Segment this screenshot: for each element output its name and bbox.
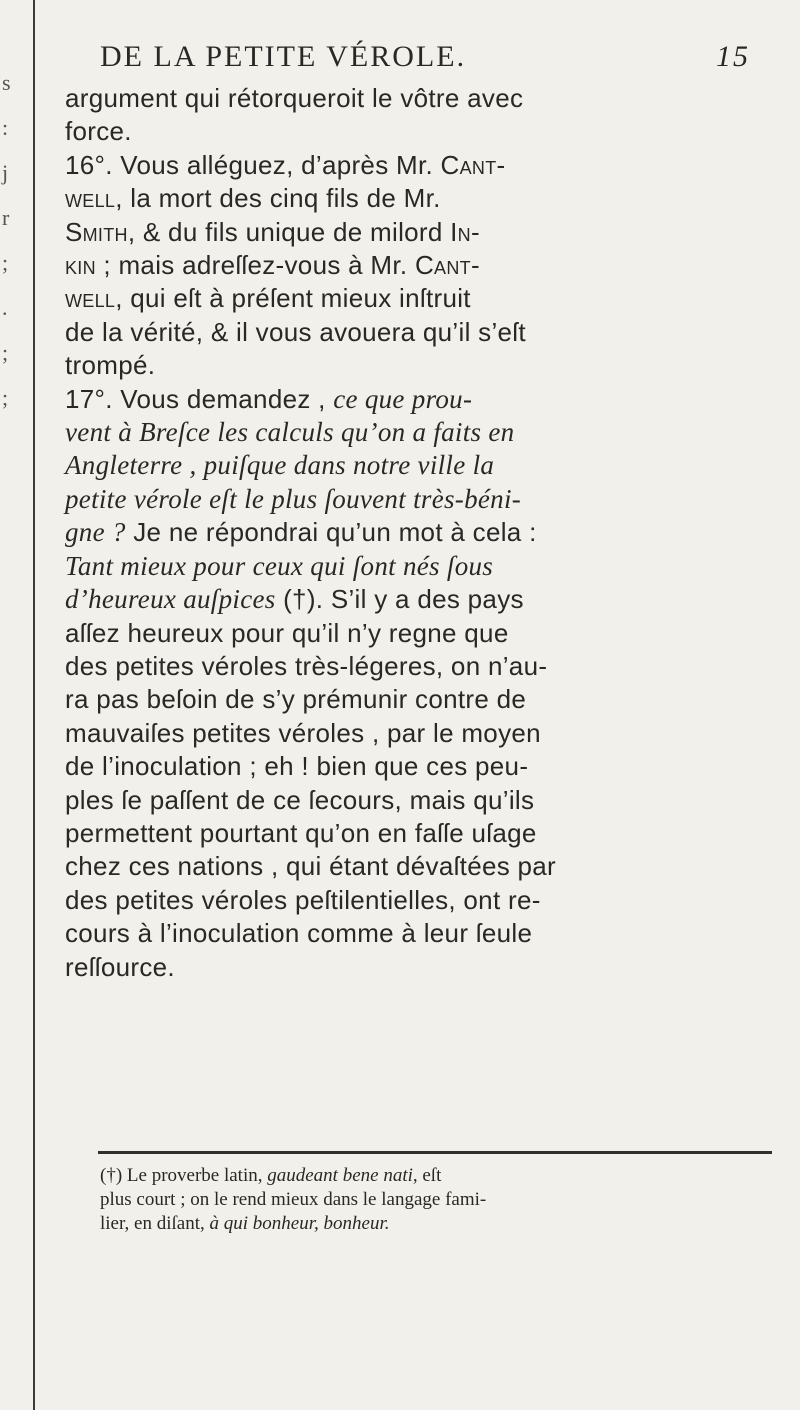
- footnote-line: plus court ; on le rend mieux dans le langage fami-: [100, 1189, 487, 1210]
- quoted-question: ce que prou-: [333, 383, 473, 414]
- text-line: force.: [65, 116, 132, 147]
- french-proverb: à qui bonheur, bonheur.: [209, 1213, 390, 1234]
- footnote-line: (†) Le proverbe latin,: [100, 1165, 268, 1186]
- body-text: [65, 82, 765, 984]
- running-title: DE LA PETITE VÉROLE.: [100, 40, 467, 73]
- text-line: permettent pourtant qu’on en faſſe uſage: [65, 817, 537, 848]
- text-line: ; mais adreſſez-vous à Mr.: [95, 250, 415, 281]
- text-line: Je ne répondrai qu’un mot à cela :: [125, 517, 537, 548]
- text-line: , qui eſt à préſent mieux inſtruit: [115, 283, 471, 314]
- author-name: well: [65, 183, 116, 214]
- quoted-question: petite vérole eſt le plus ſouvent très-béni-: [65, 483, 522, 514]
- latin-proverb: gaudeant bene nati: [267, 1165, 413, 1186]
- text-line: ples ſe paſſent de ce ſecours, mais qu’ils: [65, 784, 535, 815]
- text-line: de l’inoculation ; eh ! bien que ces peu-: [65, 751, 529, 782]
- paragraph-16-start: 16°. Vous alléguez, d’après Mr.: [65, 149, 441, 180]
- adjacent-page-fragments: s : j r ; . ; ;: [2, 70, 11, 410]
- quoted-question: gne ?: [65, 517, 126, 548]
- footnote: [100, 1164, 780, 1236]
- text-line: , & du fils unique de milord: [127, 216, 451, 247]
- binding-edge-line: [33, 0, 35, 1410]
- text-line: argument qui rétorqueroit le vôtre avec: [65, 83, 524, 113]
- text-line: ra pas beſoin de s’y prémunir contre de: [65, 684, 527, 715]
- text-line: aſſez heureux pour qu’il n’y regne que: [65, 617, 509, 648]
- text-line: cours à l’inoculation comme à leur ſeule: [65, 918, 533, 949]
- footnote-rule: [98, 1151, 772, 1154]
- text-line: reſſource.: [65, 951, 175, 982]
- running-head: [100, 40, 750, 80]
- text-line: , la mort des cinq fils de Mr.: [115, 183, 441, 214]
- proverb: Tant mieux pour ceux qui ſont nés ſous: [65, 550, 494, 581]
- footnote-line: lier, en diſant,: [100, 1213, 210, 1234]
- text-line: de la vérité, & il vous avouera qu’il s’eſt: [65, 316, 526, 347]
- text-line: trompé.: [65, 350, 156, 381]
- paragraph-17-start: 17°. Vous demandez ,: [65, 383, 334, 414]
- footnote-line: , eſt: [412, 1165, 442, 1186]
- quoted-question: vent à Breſce les calculs qu’on a faits en: [65, 417, 515, 448]
- person-name: kin: [65, 250, 96, 281]
- page-number: 15: [716, 40, 750, 73]
- author-name: Cant-: [414, 250, 480, 281]
- author-name: well: [65, 283, 116, 314]
- text-line: mauvaiſes petites véroles , par le moyen: [65, 717, 541, 748]
- author-name: Cant-: [440, 149, 506, 180]
- text-line: (†). S’il y a des pays: [275, 584, 524, 615]
- person-name: In-: [450, 216, 480, 247]
- proverb: d’heureux auſpices: [65, 584, 276, 615]
- text-line: des petites véroles peſtilentielles, ont re-: [65, 884, 541, 915]
- text-line: chez ces nations , qui étant dévaſtées par: [65, 851, 557, 882]
- text-line: des petites véroles très-légeres, on n’au-: [65, 650, 548, 681]
- quoted-question: Angleterre , puiſque dans notre ville la: [65, 450, 495, 481]
- person-name: Smith: [65, 216, 128, 247]
